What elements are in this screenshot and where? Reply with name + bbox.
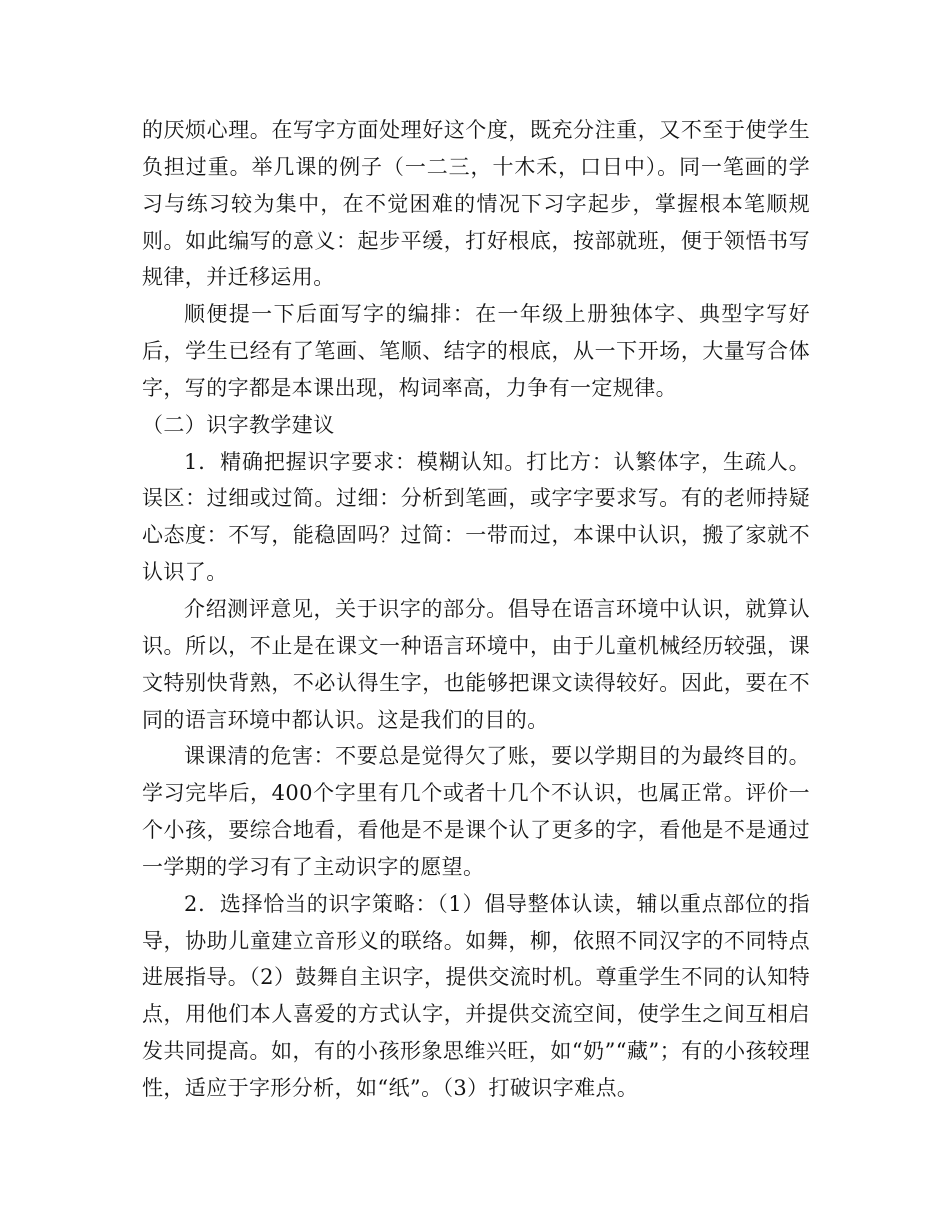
paragraph-writing-arrangement: 顺便提一下后面写字的编排：在一年级上册独体字、典型字写好后，学生已经有了笔画、笔顺、结字的根底，从一下开场，大量写合体字，写的字都是本课出现，构词率高，力争有一定规律。 (142, 302, 810, 400)
paragraph-per-lesson-harm: 课课清的危害：不要总是觉得欠了账，要以学期目的为最终目的。学习完毕后，400个字里有几个或者十几个不认识，也属正常。评价一个小孩，要综合地看，看他是不是课个认了更多的字，看他是不是通过一学期的学习有了主动识字的愿望。 (142, 744, 810, 879)
paragraph-writing-degree: 的厌烦心理。在写字方面处理好这个度，既充分注重，又不至于使学生负担过重。举几课的例子（一二三，十木禾，口日中）。同一笔画的学习与练习较为集中，在不觉困难的情况下习字起步，掌握根本笔顺规则。如此编写的意义：起步平缓，打好根底，按部就班，便于领悟书写规律，并迁移运用。 (142, 118, 810, 290)
body-text (142, 112, 810, 1107)
section-heading: （二）识字教学建议 (142, 412, 335, 437)
paragraph-assessment-opinion: 介绍测评意见，关于识字的部分。倡导在语言环境中认识，就算认识。所以，不止是在课文一种语言环境中，由于儿童机械经历较强，课文特别快背熟，不必认得生字，也能够把课文读得较好。因此，要在不同的语言环境中都认识。这是我们的目的。 (142, 596, 810, 732)
paragraph-literacy-requirements: 1．精确把握识字要求：模糊认知。打比方：认繁体字，生疏人。误区：过细或过简。过细：分析到笔画，或字字要求写。有的老师持疑心态度：不写，能稳固吗？过简：一带而过，本课中认识，搬了家就不认识了。 (142, 449, 810, 585)
paragraph-literacy-strategies: 2．选择恰当的识字策略：（1）倡导整体认读，辅以重点部位的指导，协助儿童建立音形义的联络。如舞，柳，依照不同汉字的不同特点进展指导。（2）鼓舞自主识字，提供交流时机。尊重学生不同的认知特点，用他们本人喜爱的方式认字，并提供交流空间，使学生之间互相启发共同提高。如，有的小孩形象思维兴旺，如“奶”“藏”；有的小孩较理性，适应于字形分析，如“纸”。（3）打破识字难点。 (142, 891, 810, 1100)
